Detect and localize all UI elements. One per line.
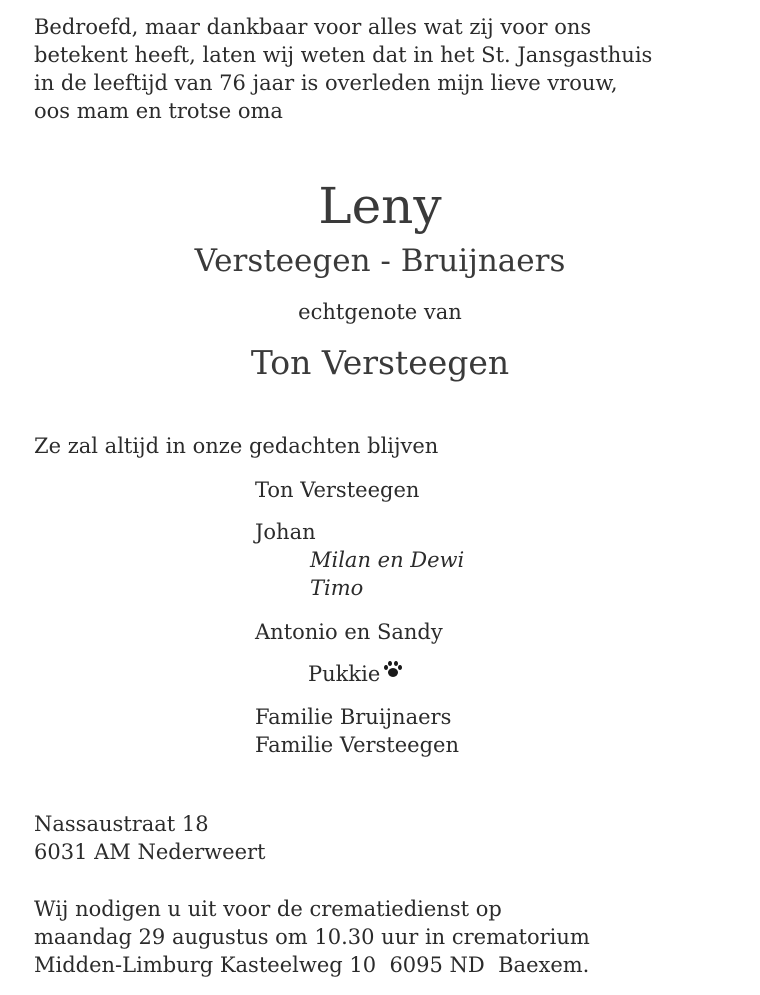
intro-line-1: Bedroefd, maar dankbaar voor alles wat zij voor ons — [34, 15, 592, 39]
deceased-last-name: Versteegen - Bruijnaers — [194, 243, 566, 279]
family-pet — [308, 660, 402, 688]
family-extended-1: Familie Bruijnaers — [255, 705, 452, 729]
relation-label: echtgenote van — [298, 300, 462, 324]
memorial-line: Ze zal altijd in onze gedachten blijven — [34, 434, 439, 458]
address-city: 6031 AM Nederweert — [34, 840, 266, 864]
family-johan: Johan — [255, 520, 316, 544]
family-grandchildren-2: Timo — [310, 576, 364, 600]
family-grandchildren-1: Milan en Dewi — [310, 548, 465, 572]
intro-line-4: oos mam en trotse oma — [34, 99, 283, 123]
paw-print-icon — [384, 660, 402, 678]
invitation-line-1: Wij nodigen u uit voor de crematiedienst op — [34, 897, 502, 921]
family-extended-2: Familie Versteegen — [255, 733, 460, 757]
invitation-line-3: Midden-Limburg Kasteelweg 10 6095 ND Baexem. — [34, 953, 590, 977]
invitation-line-2: maandag 29 augustus om 10.30 uur in crematorium — [34, 925, 590, 949]
deceased-first-name: Leny — [318, 177, 442, 235]
intro-line-3: in de leeftijd van 76 jaar is overleden mijn lieve vrouw, — [34, 71, 618, 95]
intro-line-2: betekent heeft, laten wij weten dat in het St. Jansgasthuis — [34, 43, 653, 67]
spouse-name: Ton Versteegen — [250, 343, 510, 382]
family-ton: Ton Versteegen — [255, 478, 420, 502]
pet-name: Pukkie — [308, 662, 381, 686]
address-street: Nassaustraat 18 — [34, 812, 209, 836]
family-antonio: Antonio en Sandy — [255, 620, 443, 644]
